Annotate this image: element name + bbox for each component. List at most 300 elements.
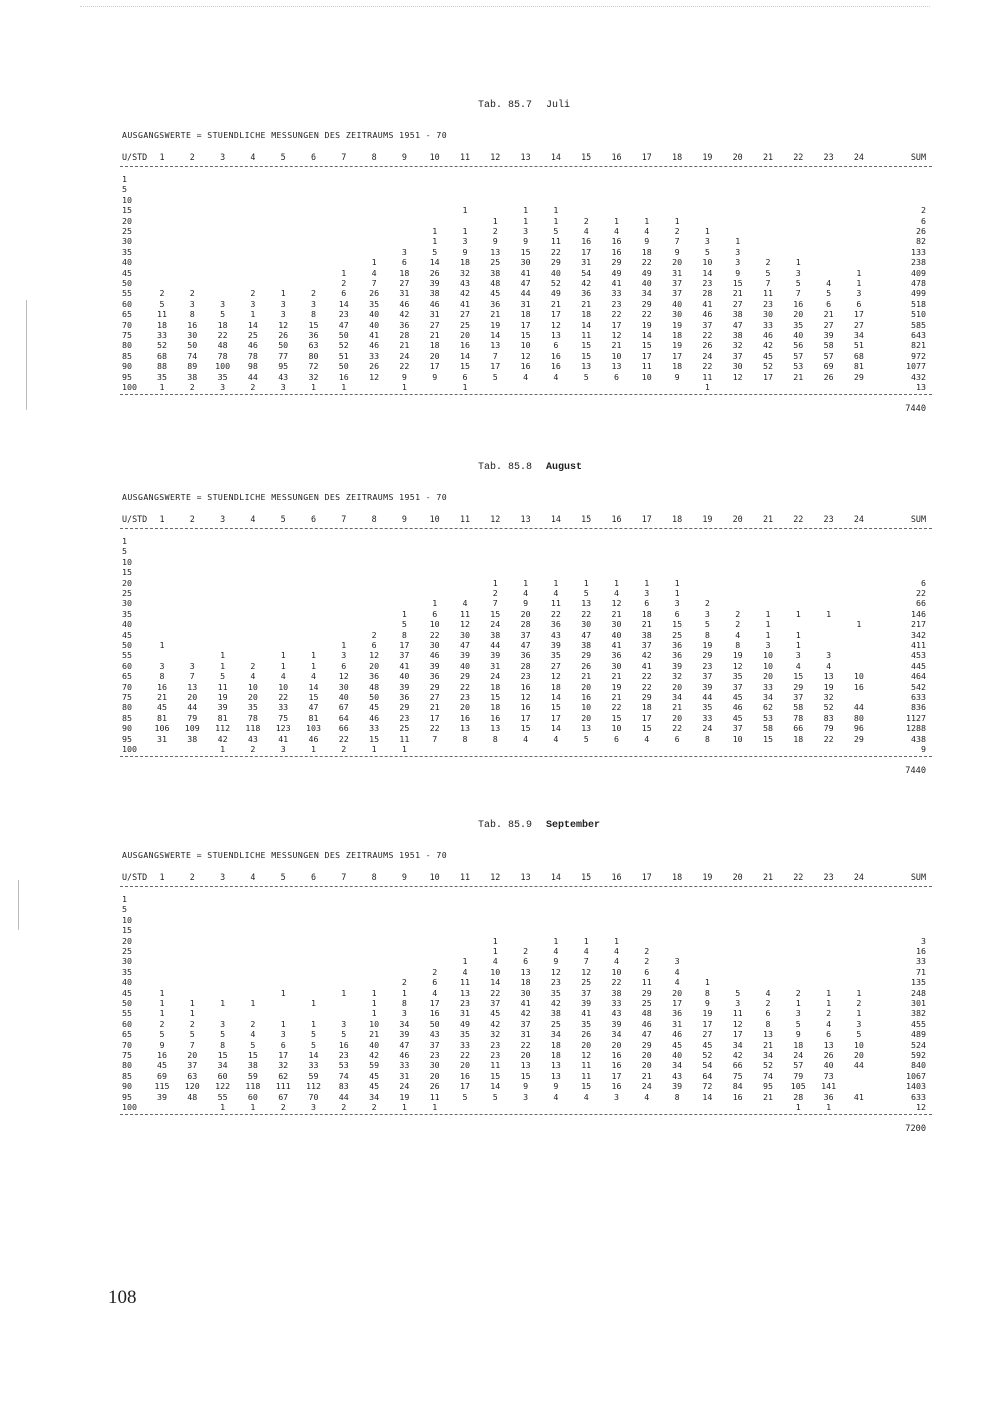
row-sum: 2 <box>921 205 926 216</box>
table-cell: 41 <box>611 278 622 288</box>
row-label: 75 <box>122 330 132 340</box>
table-cell: 25 <box>490 257 501 268</box>
table-row <box>0 1008 1000 1018</box>
row-sum: 82 <box>916 236 926 247</box>
row-label: 60 <box>122 298 132 309</box>
table-cell: 5 <box>795 278 801 288</box>
table-cell: 30 <box>429 640 440 650</box>
table-cell: 1 <box>220 744 226 754</box>
table-row <box>0 1050 1000 1060</box>
table-cell: 11 <box>732 1008 743 1019</box>
table-cell: 27 <box>399 278 410 288</box>
table-cell: 66 <box>793 723 804 734</box>
header-hour: 8 <box>371 872 377 882</box>
table-cell: 46 <box>369 712 380 723</box>
table-cell: 8 <box>735 640 741 650</box>
table-cell: 1 <box>765 629 771 640</box>
table-cell: 22 <box>429 723 440 734</box>
table-cell: 3 <box>856 1018 862 1029</box>
table-cell: 34 <box>853 330 864 340</box>
table-cell: 36 <box>520 650 531 661</box>
table-cell: 22 <box>399 361 410 372</box>
table-cell: 17 <box>278 1050 289 1060</box>
table-cell: 59 <box>308 1070 319 1081</box>
table-cell: 4 <box>583 226 589 236</box>
table-cell: 2 <box>735 619 741 630</box>
table-cell: 6 <box>826 298 832 309</box>
table-cell: 48 <box>641 1008 652 1019</box>
table-cell: 16 <box>611 1060 622 1071</box>
table-cell: 46 <box>308 733 319 744</box>
table-cell: 40 <box>550 267 561 278</box>
table-cell: 74 <box>338 1070 349 1081</box>
table-cell: 79 <box>823 723 834 734</box>
row-sum: 12 <box>916 1102 926 1112</box>
table-cell: 50 <box>429 1018 440 1029</box>
table-cell: 47 <box>520 640 531 650</box>
table-cell: 8 <box>704 629 710 640</box>
table-cell: 18 <box>490 702 501 713</box>
table-cell: 5 <box>159 298 165 309</box>
table-cell: 62 <box>278 1070 289 1081</box>
table-cell: 13 <box>490 340 501 351</box>
table-cell: 10 <box>278 681 289 692</box>
table-cell: 63 <box>187 1070 198 1081</box>
table-row <box>0 609 1000 619</box>
table-cell: 5 <box>735 987 741 998</box>
table-cell: 31 <box>399 288 410 299</box>
table-cell: 39 <box>581 998 592 1008</box>
table-cell: 11 <box>157 309 167 320</box>
row-label: 45 <box>122 629 132 640</box>
table-cell: 20 <box>429 1070 440 1081</box>
table-cell: 21 <box>611 692 622 702</box>
table-cell: 13 <box>520 966 531 977</box>
table-cell: 13 <box>823 1039 834 1050</box>
table-cell: 15 <box>641 340 652 351</box>
table-cell: 6 <box>553 340 559 351</box>
table-row <box>0 268 1000 278</box>
table-cell: 118 <box>245 1081 261 1092</box>
table-cell: 4 <box>523 371 529 382</box>
table-row <box>0 1081 1000 1091</box>
table-cell: 46 <box>429 298 440 309</box>
table-cell: 3 <box>735 257 741 268</box>
table-row <box>0 977 1000 987</box>
table-row <box>0 372 1000 382</box>
table-cell: 4 <box>765 987 771 998</box>
table-cell: 3 <box>523 226 529 236</box>
row-label: 25 <box>122 226 132 236</box>
table-cell: 46 <box>429 650 440 661</box>
table-cell: 16 <box>157 1050 167 1060</box>
table-cell: 21 <box>763 1091 773 1102</box>
table-cell: 2 <box>644 946 650 956</box>
row-label: 20 <box>122 577 132 588</box>
table-cell: 37 <box>702 319 713 330</box>
table-cell: 38 <box>490 629 501 640</box>
row-sum: 478 <box>911 278 926 288</box>
table-row <box>0 640 1000 650</box>
row-label: 1 <box>122 536 127 546</box>
row-label: 45 <box>122 987 132 998</box>
table-cell: 18 <box>550 1039 561 1050</box>
table-cell: 33 <box>278 702 289 713</box>
table-total: 7440 <box>905 766 926 777</box>
table-cell: 6 <box>432 977 438 988</box>
table-cell: 22 <box>702 330 713 340</box>
row-sum: 518 <box>911 298 926 309</box>
table-cell: 1 <box>795 640 801 650</box>
table-cell: 37 <box>520 1018 531 1029</box>
table-cell: 21 <box>429 702 440 713</box>
table-cell: 13 <box>187 681 198 692</box>
table-cell: 3 <box>795 1008 801 1019</box>
table-cell: 12 <box>550 966 561 977</box>
table-cell: 44 <box>490 640 501 650</box>
table-cell: 21 <box>490 309 501 320</box>
header-sum: SUM <box>910 514 926 524</box>
table-cell: 1 <box>250 1102 256 1112</box>
header-hour: 17 <box>641 872 652 882</box>
table-cell: 33 <box>611 288 622 299</box>
table-row <box>0 340 1000 350</box>
table-cell: 39 <box>429 278 440 288</box>
table-cell: 20 <box>672 681 683 692</box>
table-cell: 20 <box>672 987 683 998</box>
table-cell: 81 <box>157 712 167 723</box>
table-cell: 18 <box>793 733 804 744</box>
header-hour: 11 <box>459 514 471 524</box>
header-hour: 2 <box>189 152 195 162</box>
header-hour: 5 <box>280 514 286 524</box>
table-cell: 39 <box>672 660 683 671</box>
table-cell: 4 <box>492 956 498 967</box>
table-cell: 16 <box>581 692 592 702</box>
table-cell: 16 <box>611 246 622 257</box>
table-cell: 1 <box>462 956 468 967</box>
table-cell: 44 <box>187 702 198 713</box>
table-cell: 109 <box>184 723 200 734</box>
row-label: 50 <box>122 640 132 650</box>
table-cell: 1 <box>553 215 559 226</box>
table-cell: 23 <box>460 998 470 1008</box>
table-cell: 33 <box>611 998 622 1008</box>
table-cell: 69 <box>823 361 834 372</box>
table-cell: 46 <box>399 298 410 309</box>
table-cell: 2 <box>159 1018 165 1029</box>
table-cell: 9 <box>795 1029 801 1040</box>
table-cell: 3 <box>795 650 801 661</box>
table-cell: 96 <box>853 723 864 734</box>
table-cell: 41 <box>702 298 713 309</box>
table-cell: 4 <box>553 1091 559 1102</box>
table-cell: 40 <box>369 319 380 330</box>
table-cell: 52 <box>338 340 349 351</box>
table-cell: 36 <box>672 640 683 650</box>
table-cell: 35 <box>550 987 561 998</box>
table-cell: 122 <box>215 1081 231 1092</box>
header-hour: 15 <box>581 152 592 162</box>
header-hour: 20 <box>732 872 743 882</box>
table-cell: 15 <box>611 712 622 723</box>
table-cell: 3 <box>401 1008 407 1019</box>
table-cell: 6 <box>523 956 529 967</box>
table-total: 7200 <box>905 1124 926 1135</box>
table-cell: 10 <box>763 650 773 661</box>
table-cell: 10 <box>611 723 622 734</box>
table-cell: 25 <box>672 629 683 640</box>
table-cell: 14 <box>550 723 561 734</box>
table-cell: 5 <box>856 1029 862 1040</box>
table-cell: 5 <box>583 733 589 744</box>
table-row <box>0 713 1000 723</box>
table-cell: 3 <box>856 288 862 299</box>
table-cell: 4 <box>644 733 650 744</box>
table-cell: 42 <box>460 288 470 299</box>
table-cell: 8 <box>674 1091 680 1102</box>
table-cell: 3 <box>341 1018 347 1029</box>
table-row <box>0 567 1000 577</box>
row-label: 35 <box>122 246 132 257</box>
table-cell: 35 <box>732 671 743 682</box>
table-cell: 73 <box>823 1070 834 1081</box>
table-cell: 22 <box>460 681 470 692</box>
table-cell: 4 <box>735 629 741 640</box>
row-sum: 26 <box>916 226 926 236</box>
table-cell: 16 <box>460 1070 470 1081</box>
table-row <box>0 247 1000 257</box>
table-cell: 6 <box>674 733 680 744</box>
table-cell: 89 <box>187 361 198 372</box>
header-hour: 3 <box>220 872 226 882</box>
table-cell: 35 <box>217 371 228 382</box>
table-cell: 29 <box>611 257 622 268</box>
table-cell: 1 <box>704 226 710 236</box>
table-cell: 26 <box>581 660 592 671</box>
table-cell: 29 <box>853 733 864 744</box>
table-cell: 39 <box>399 681 410 692</box>
table-cell: 4 <box>280 671 286 682</box>
row-label: 100 <box>122 1102 137 1112</box>
table-cell: 57 <box>793 1060 804 1071</box>
table-cell: 63 <box>308 340 319 351</box>
table-cell: 9 <box>704 998 710 1008</box>
table-cell: 13 <box>581 723 592 734</box>
table-cell: 36 <box>399 692 410 702</box>
table-cell: 40 <box>672 1050 683 1060</box>
table-cell: 27 <box>823 319 834 330</box>
table-cell: 4 <box>583 946 589 956</box>
table-cell: 2 <box>189 1018 195 1029</box>
table-cell: 58 <box>793 702 804 713</box>
table-cell: 16 <box>732 1091 743 1102</box>
table-cell: 20 <box>520 1050 531 1060</box>
table-cell: 3 <box>280 1029 286 1040</box>
table-cell: 22 <box>641 681 652 692</box>
table-cell: 2 <box>583 215 589 226</box>
row-label: 75 <box>122 692 132 702</box>
table-cell: 48 <box>187 1091 198 1102</box>
header-hour: 11 <box>459 152 471 162</box>
row-label: 30 <box>122 236 132 247</box>
table-cell: 27 <box>853 319 864 330</box>
table-row <box>0 956 1000 966</box>
table-cell: 83 <box>823 712 834 723</box>
row-sum: 432 <box>911 371 926 382</box>
header-hour: 23 <box>823 872 834 882</box>
table-cell: 32 <box>672 671 683 682</box>
table-cell: 21 <box>672 702 683 713</box>
table-cell: 29 <box>641 692 652 702</box>
table-row <box>0 351 1000 361</box>
table-cell: 1 <box>856 619 862 630</box>
table-cell: 2 <box>371 1102 377 1112</box>
table-row <box>0 330 1000 340</box>
table-cell: 15 <box>520 246 531 257</box>
table-cell: 12 <box>520 350 531 361</box>
table-cell: 34 <box>732 1039 743 1050</box>
table-cell: 4 <box>523 588 529 598</box>
table-cell: 53 <box>763 712 773 723</box>
table-cell: 16 <box>520 681 531 692</box>
table-cell: 37 <box>641 640 652 650</box>
table-cell: 17 <box>429 712 440 723</box>
header-sum: SUM <box>910 872 926 882</box>
header-hour: 18 <box>672 152 683 162</box>
table-row <box>0 998 1000 1008</box>
scan-edge-line <box>80 6 930 7</box>
table-cell: 8 <box>462 733 468 744</box>
table-cell: 44 <box>702 692 713 702</box>
table-row <box>0 546 1000 556</box>
table-cell: 16 <box>460 340 470 351</box>
table-cell: 19 <box>702 1008 713 1019</box>
table-cell: 2 <box>674 226 680 236</box>
table-cell: 17 <box>399 640 410 650</box>
header-hour: 5 <box>280 152 286 162</box>
table-cell: 24 <box>793 1050 804 1060</box>
table-cell: 4 <box>462 598 468 609</box>
table-cell: 48 <box>369 681 380 692</box>
row-sum: 382 <box>911 1008 926 1019</box>
table-cell: 52 <box>823 702 834 713</box>
table-row <box>0 309 1000 319</box>
table-cell: 1 <box>644 577 650 588</box>
table-cell: 12 <box>732 660 743 671</box>
table-cell: 5 <box>765 267 771 278</box>
table-cell: 42 <box>399 309 410 320</box>
table-cell: 5 <box>220 309 226 320</box>
header-hour: 12 <box>490 872 501 882</box>
row-label: 1 <box>122 174 127 184</box>
table-cell: 1 <box>795 998 801 1008</box>
table-cell: 6 <box>341 288 347 299</box>
table-cell: 20 <box>763 671 773 682</box>
header-hour: 7 <box>341 152 347 162</box>
table-cell: 15 <box>520 330 531 340</box>
table-cell: 33 <box>308 1060 319 1071</box>
table-cell: 8 <box>401 998 407 1008</box>
table-cell: 1 <box>523 215 529 226</box>
table-cell: 39 <box>702 681 713 692</box>
table-cell: 22 <box>429 629 440 640</box>
row-label: 55 <box>122 650 132 661</box>
table-cell: 54 <box>581 267 592 278</box>
table-cell: 22 <box>460 1050 470 1060</box>
table-cell: 10 <box>641 371 652 382</box>
table-cell: 53 <box>338 1060 349 1071</box>
row-sum: 411 <box>911 640 926 650</box>
table-cell: 67 <box>338 702 349 713</box>
table-cell: 50 <box>338 330 349 340</box>
table-cell: 68 <box>157 350 167 361</box>
table-cell: 2 <box>341 1102 347 1112</box>
table-cell: 35 <box>702 702 713 713</box>
table-cell: 36 <box>550 619 561 630</box>
table-cell: 3 <box>704 608 710 619</box>
row-label: 25 <box>122 946 132 956</box>
table-cell: 42 <box>732 1050 743 1060</box>
table-cell: 4 <box>553 733 559 744</box>
row-label: 85 <box>122 712 132 723</box>
table-cell: 6 <box>462 371 468 382</box>
table-cell: 29 <box>793 681 804 692</box>
table-cell: 1 <box>492 577 498 588</box>
table-cell: 7 <box>492 350 498 361</box>
table-cell: 40 <box>672 298 683 309</box>
table-cell: 33 <box>369 723 380 734</box>
table-cell: 1 <box>614 935 619 946</box>
table-cell: 47 <box>581 629 592 640</box>
table-cell: 78 <box>247 712 258 723</box>
table-cell: 5 <box>189 1029 195 1040</box>
table-cell: 10 <box>732 733 743 744</box>
table-cell: 37 <box>520 629 531 640</box>
table-cell: 17 <box>641 350 652 361</box>
table-cell: 49 <box>641 267 652 278</box>
table-cell: 6 <box>432 608 438 619</box>
table-row <box>0 557 1000 567</box>
row-sum: 135 <box>911 977 926 988</box>
table-cell: 22 <box>641 257 652 268</box>
table-cell: 8 <box>189 309 195 320</box>
table-cell: 1 <box>462 205 468 216</box>
row-label: 65 <box>122 671 132 682</box>
table-cell: 29 <box>641 1039 652 1050</box>
table-cell: 5 <box>401 619 407 630</box>
table-cell: 8 <box>492 733 498 744</box>
table-cell: 19 <box>823 681 834 692</box>
table-cell: 1 <box>553 205 559 216</box>
table-cell: 60 <box>217 1070 228 1081</box>
table-cell: 20 <box>611 1039 622 1050</box>
table-row <box>0 578 1000 588</box>
header-hour: 10 <box>429 872 440 882</box>
table-cell: 10 <box>702 257 713 268</box>
table-cell: 123 <box>275 723 291 734</box>
table-cell: 74 <box>187 350 198 361</box>
table-cell: 14 <box>702 267 713 278</box>
table-cell: 33 <box>157 330 167 340</box>
row-label: 50 <box>122 278 132 288</box>
table-cell: 40 <box>611 629 622 640</box>
table-cell: 1 <box>341 987 347 998</box>
table-cell: 4 <box>462 966 468 977</box>
table-cell: 27 <box>550 660 561 671</box>
table-cell: 3 <box>735 998 741 1008</box>
table-cell: 11 <box>641 361 652 372</box>
